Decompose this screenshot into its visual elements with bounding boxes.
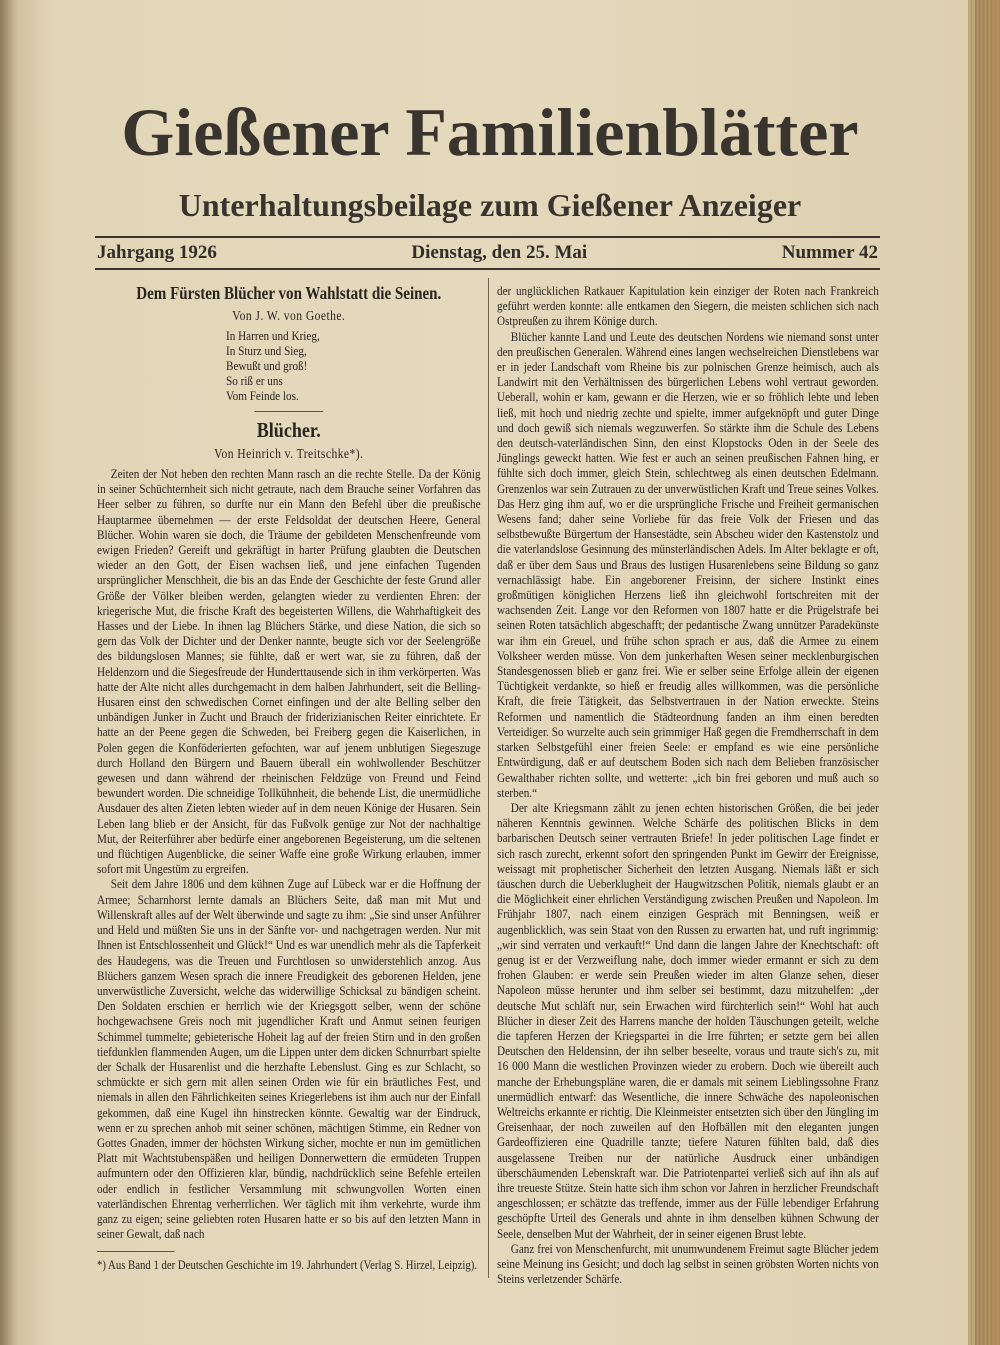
- right-column: [497, 283, 879, 1286]
- article-title: Blücher.: [256, 418, 321, 442]
- footnote: *) Aus Band 1 der Deutschen Geschichte im 19. Jahrhundert (Verlag S. Hirzel, Leipzig).: [97, 1258, 478, 1273]
- masthead-title: Gießener Familienblätter: [121, 94, 859, 170]
- poem-title: Dem Fürsten Blücher von Wahlstatt die Seinen.: [136, 283, 442, 303]
- poem-author: Von J. W. von Goethe.: [232, 308, 346, 323]
- article-author: Von Heinrich v. Treitschke*).: [214, 446, 364, 461]
- masthead-subtitle: Unterhaltungsbeilage zum Gießener Anzeiger: [178, 187, 802, 223]
- issue-number: Nummer 42: [781, 242, 878, 263]
- poem-line: Bewußt und groß!: [226, 358, 308, 373]
- left-column: [97, 283, 481, 1273]
- volume-label: Jahrgang 1926: [97, 242, 217, 263]
- masthead-rule-bottom: [95, 268, 880, 270]
- article-paragraph: Der alte Kriegsmann zählt zu jenen echten historischen Größen, die bei jeder näheren Kenntnis gewinnen. Welche Schärfe des politischen Blicks in dem barbarischen Deutsch seiner vertrauten Briefe! In jeder politischen Lage findet er sich rasch zurecht, erkennt sofort den springenden Punkt im Gewirr der Ereignisse, weissagt mit prophetischer Sicherheit den letzten Ausgang. Niemals läßt er sich täuschen durch die Ueberklugheit der Haugwitzschen Politik, niemals glaubt er an die Möglichkeit einer ehrlichen Verständigung zwischen Preußen und Napoleon. Im Frühjahr 1807, nach einem einzigen Gespräch mit Benningsen, weiß er augenblicklich, was sein Staat von den Russen zu erwarten hat, und ruft ingrimmig: „wir sind verraten und verkauft!“ Und dann die langen Jahre der Knechtschaft: oft genug ist er der Verzweiflung nahe, doch immer wieder ermannt er sich zu dem frohen Glauben: er werde sein Preußen wieder im alten Glanze sehen, dieser Napoleon müsse herunter und ihm selber sei bestimmt, dazu mitzuhelfen: „der deutsche Mut schläft nur, sein Erwachen wird fürchterlich sein!“ Wohl hat auch Blücher in dieser Zeit des Harrens manche der holden Täuschungen geteilt, welche die tapferen Herzen der Kriegspartei in die Irre führten; er setzte gern bei allen Deutschen den Heldensinn, der ihn selber beseelte, voraus und traute sich's zu, mit 16 000 Mann die westlichen Provinzen wieder zu erobern. Doch wie übereilt auch manche der Erhebungspläne waren, die er damals mit seinem Lieblingssohne Franz unermüdlich entwarf: das Wesentliche, die innere Schwäche des napoleonischen Weltreichs erkannte er richtig. Die Kleinmeister entsetzten sich über den Jüngling im Greisenhaar, der noch zuweilen auf den Hofbällen mit den eleganten jungen Gardeoffizieren eine Quadrille tanzte; tiefere Naturen fühlten bald, daß dies ausgelassene Treiben nur der natürliche Ausdruck einer unbändigen überschäumenden Lebenskraft war. Die Patriotenpartei verließ sich auf ihn als auf ihre treueste Stütze. Stein hatte sich ihm schon vor Jahren in herzlicher Freundschaft angeschlossen; er schätzte das treffende, immer aus der Fülle lebendiger Erfahrung geschöpfte Urteil des Generals und ahnte in ihm denselben kühnen Schwung der Seele, denselben Mut der Wahrheit, der in seiner eigenen Brust lebte.: [497, 799, 879, 1241]
- book-binding: [0, 0, 18, 1345]
- article-paragraph: Seit dem Jahre 1806 und dem kühnen Zuge auf Lübeck war er die Hoffnung der Armee; Scharnhorst lernte damals an Blüchers Seite, daß man mit Mut und Willenskraft alles auf der Welt überwinde und sagte zu ihm: „Sie sind unser Anführer und Held und müßten Sie uns in der Sänfte vor- und nachgetragen werden. Nur mit Ihnen ist Entschlossenheit und Glück!“ Und es war unendlich mehr als die Tapferkeit des Haudegens, was die Treuen und Furchtlosen so unwiderstehlich anzog. Aus Blüchers ganzem Wesen sprach die innere Freudigkeit des geborenen Helden, jene unverwüstliche Zuversicht, welche das widerwillige Schicksal zu bändigen scheint. Den Soldaten erschien er herrlich wie der Kriegsgott selber, wenn der schöne hochgewachsene Greis noch mit jugendlicher Kraft und Anmut seinen feurigen Schimmel tummelte; gebieterische Hoheit lag auf der freien Stirn und in den großen tiefdunklen flammenden Augen, um die Lippen unter dem dicken Schnurrbart spielte der Schalk der Husarenlist und die herzhafte Lebenslust. Ging es zur Schlacht, so schmückte er sich gern mit allen seinen Orden wie für ein bräutliches Fest, und niemals in allen den Fährlichkeiten seines Kriegerlebens ist ihm auch nur der Einfall gekommen, daß eine Kugel ihn hinstrecken könnte. Gewaltig war der Eindruck, wenn er zu sprechen anhob mit seiner schönen, mächtigen Stimme, ein Redner von Gottes Gnaden, immer der höchsten Wirkung sicher, mochte er nun im gemütlichen Platt mit Wachtstubenspäßen und heiligen Donnerwettern die ermüdeten Truppen aufmuntern oder den Offizieren klar, bündig, nachdrücklich seine Befehle erteilen oder endlich in festlicher Versammlung mit schwungvollen Worten einen vaterländischen Ehrentag verherrlichen. Wer täglich mit ihm verkehrte, wurde ihm ganz zu eigen; seine geliebten roten Husaren hatte er so bis auf den letzten Mann in seiner Gewalt, daß nach: [97, 876, 481, 1242]
- article-paragraph: Ganz frei von Menschenfurcht, mit unumwundenem Freimut sagte Blücher jedem seine Meinung ins Gesicht; und doch lag selbst in seinen gröbsten Worten nichts von Steins verletzender Schärfe.: [497, 1240, 879, 1287]
- page-edge-shadow: [975, 0, 1000, 1345]
- poem-line: In Harren und Krieg,: [226, 328, 320, 343]
- poem-line: So riß er uns: [226, 373, 283, 388]
- poem-line: Vom Feinde los.: [226, 388, 299, 403]
- masthead-rule-top: [95, 236, 880, 238]
- issue-info-row: [97, 242, 878, 264]
- article-paragraph: der unglücklichen Ratkauer Kapitulation kein einziger der Roten nach Frankreich geführt werden konnte: alle entkamen den Siegern, die meisten schlichen sich nach Ostpreußen zu ihrem Könige durch.: [497, 283, 879, 329]
- article-paragraph: Zeiten der Not heben den rechten Mann rasch an die rechte Stelle. Da der König in seiner Schüchternheit sich nicht getraute, nach dem Brauche seiner Vorfahren das Heer selber zu führen, so durfte nur ein Mann den Befehl über die preußische Hauptarmee übernehmen — der erste Feldsoldat der deutschen Heere, General Blücher. Wohin waren sie doch, die Träume der gebildeten Menschenfreunde vom ewigen Frieden? Gereift und gekräftigt in harter Prüfung glaubten die Deutschen wieder an den Gott, der Eisen wachsen ließ, und jene einfachen Tugenden ursprünglicher Menschheit, die bis an das Ende der Geschichte der feste Grund aller Größe der Völker bleiben werden, gelangten wieder zu verdienten Ehren: der kriegerische Mut, die frische Kraft des begeisterten Willens, die Wahrhaftigkeit des Hasses und der Liebe. In ihnen lag Blüchers Stärke, und diese Nation, die sich so gern das Volk der Dichter und der Denker nannte, beugte sich vor der Seelengröße des bildungslosen Mannes; sie fühlte, daß er wert war, sie zu führen, daß der Heldenzorn und die Siegesfreude der Hunderttausende sich in ihm verkörperten. Was hatte der Alte nicht alles durchgemacht in dem halben Jahrhundert, seit die Belling-Husaren einst den schwedischen Cornet einfingen und der alte Belling selber den unbändigen Junker in Zucht und Brauch der friderizianischen Reiter einrichtete. Er hatte an der Peene gegen die Schweden, bei Freiberg gegen die Kaiserlichen, in Polen gegen die Konföderierten gefochten, war auf jenem unblutigen Siegeszuge durch Holland den Bürgern und Bauern überall ein wohlwollender Beschützer gewesen und dann während der rheinischen Feldzüge von Freund und Feind bewundert worden. Die schneidige Tollkühnheit, die behende List, die unermüdliche Ausdauer des alten Zieten lebten wieder auf in dem neuen Könige der Husaren. Sein Leben lang blieb er der Ansicht, für das Fußvolk genüge zur Not der nachhaltige Mut, der Reiterführer aber bedürfe einer angeborenen Begeisterung, um die seltenen und flüchtigen Augenblicke, die seiner Waffe eine große Wirkung erlauben, immer sofort mit Ungestüm zu ergreifen.: [97, 466, 481, 877]
- date-label: Dienstag, den 25. Mai: [411, 242, 588, 263]
- footnote-rule: [97, 1251, 174, 1252]
- column-divider: [488, 278, 489, 1278]
- article-paragraph: Blücher kannte Land und Leute des deutschen Nordens wie niemand sonst unter den preußischen Generalen. Während eines langen wechselreichen Dienstlebens war er in jeder Landschaft vom Rheine bis zur polnischen Grenze heimisch, auch als Landwirt mit den Verhältnissen des bürgerlichen Lebens wohl vertraut geworden. Ueberall, wohin er kam, gewann er die Herzen, wie er so fröhlich lebte und leben ließ, mit hoch und niedrig zechte und spielte, immer aufgeknöpft und guter Dinge und doch gewiß sich niemals wegzuwerfen. So stärkte ihm die Schule des Lebens den deutsch-vaterländischen Sinn, den einst Klopstocks Oden in der Seele des Jünglings geweckt hatten. Wie fest er auch an seinen preußischen Fahnen hing, er fühlte sich doch immer, gleich Stein, schlechtweg als einen deutschen Edelmann. Grenzenlos war sein Zutrauen zu der unverwüstlichen Kraft und Treue seines Volkes. Das Herz ging ihm auf, wo er die ursprüngliche Frische und Freiheit germanischen Wesens fand; daher seine Vorliebe für das freie Volk der Friesen und das selbstbewußte Bürgertum der Hansestädte, sein Abscheu wider den Kastenstolz und die vaterlandslose Gesinnung des münsterländischen Adels. Im Alter beklagte er oft, daß er über dem Saus und Braus des lustigen Husarenlebens seine Bildung so ganz vernachlässigt habe. Ein angeborener Freisinn, der sichere Instinkt eines großmütigen königlichen Herzens ließ ihn gleichwohl fortschreiten mit der wachsenden Zeit. Lange vor den Reformen von 1807 hatte er die Prügelstrafe bei seinen Roten tatsächlich abgeschafft; der pedantische Zwang unnützer Paradekünste war ihm ein Greuel, und frühe schon sprach er aus, daß die Armee zu einem Volksheer werden müsse. Von dem junkerhaften Wesen seiner mecklenburgischen Standesgenossen blieb er ganz frei. Wie er selber seine Erfolge allein der eigenen Tüchtigkeit verdankte, so hieß er freudig alles willkommen, was die persönliche Kraft, die freie Tätigkeit, das Selbstvertrauen in der Nation erweckte. Steins Reformen und namentlich die Städteordnung fanden an ihm einen beredten Verteidiger. So wurzelte auch sein grimmiger Haß gegen die Fremdherrschaft in dem starken Selbstgefühl einer freien Seele: er empfand es wie eine persönliche Entwürdigung, daß er auf deutschem Boden sich nach dem Belieben französischer Gewalthaber richten sollte, und wetterte: „ich bin frei geboren und muß auch so sterben.“: [497, 328, 879, 800]
- poem-line: In Sturz und Sieg,: [226, 343, 307, 358]
- poem-verses: [226, 328, 481, 403]
- section-separator: [254, 411, 323, 412]
